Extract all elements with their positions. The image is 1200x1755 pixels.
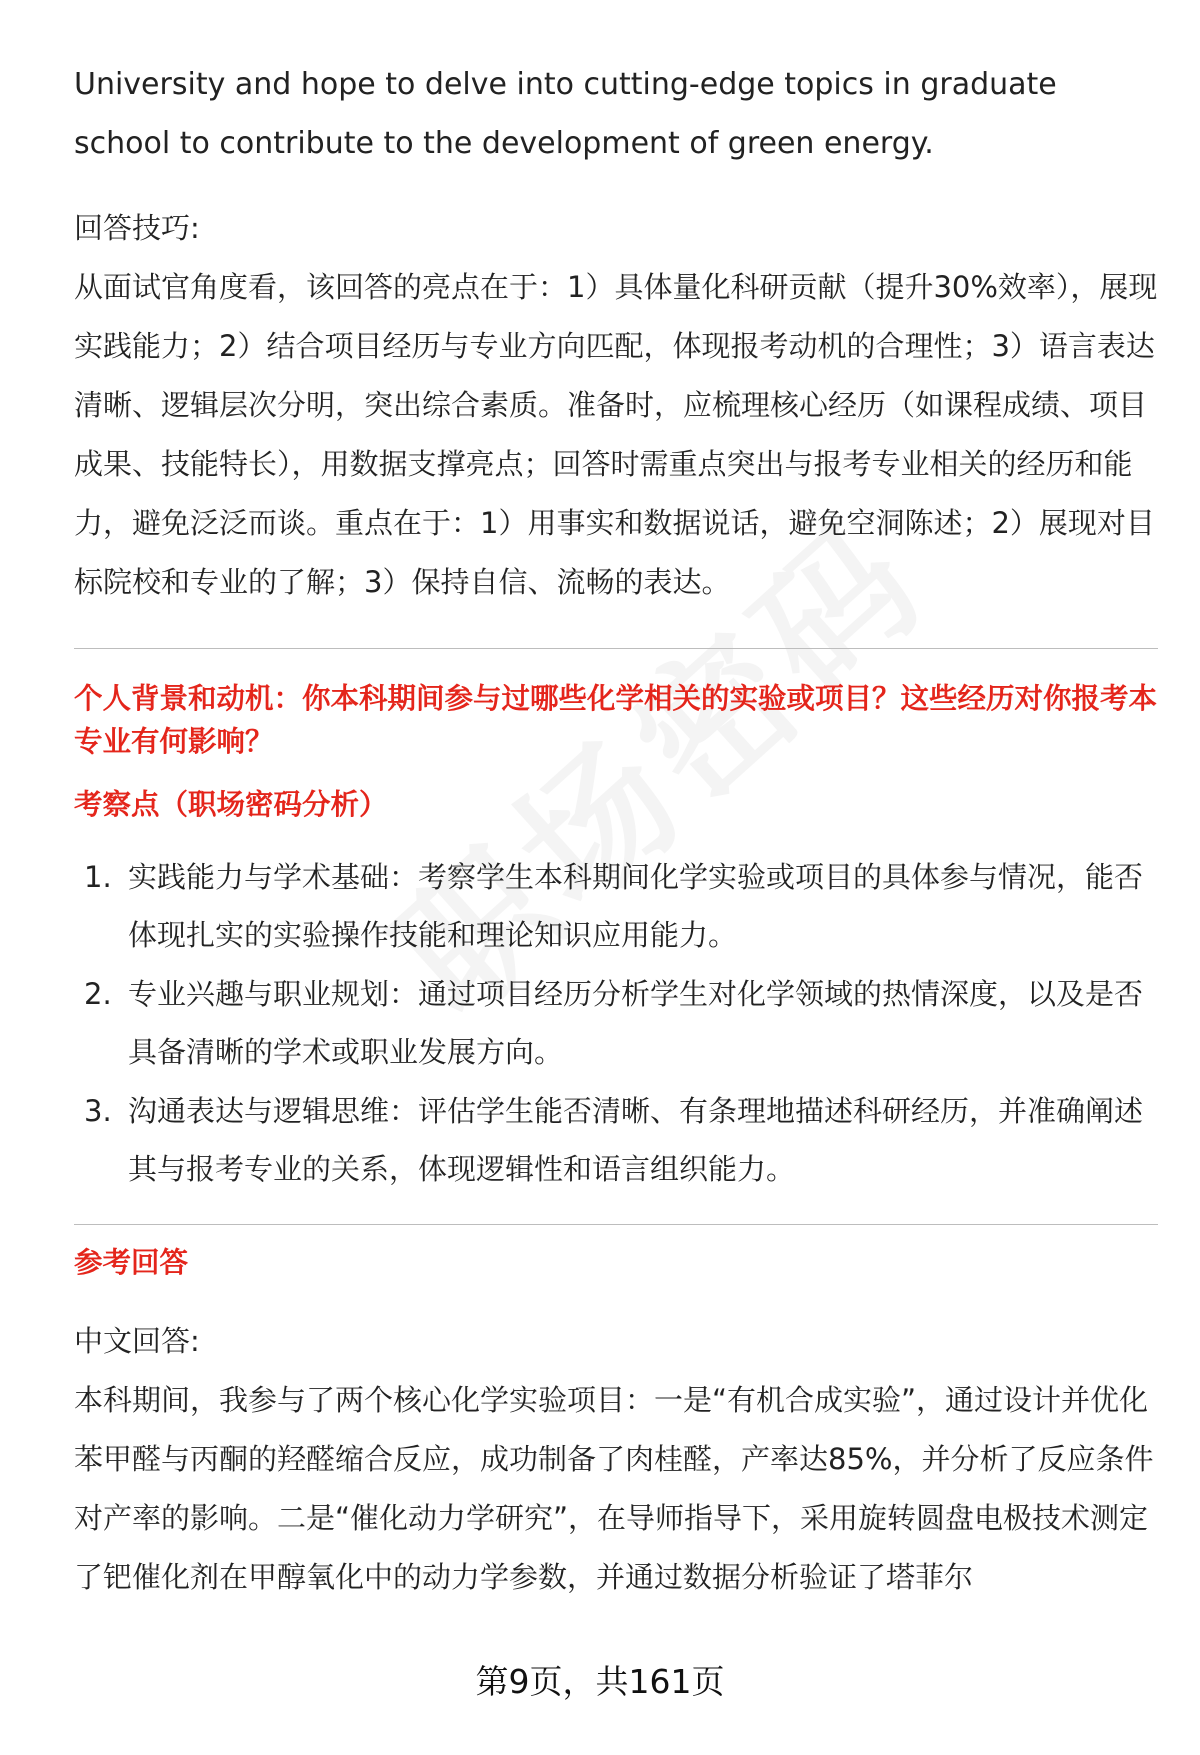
reference-heading: 参考回答 (74, 1246, 189, 1279)
question-title: 个人背景和动机：你本科期间参与过哪些化学相关的实验或项目？这些经历对你报考本专业有何影响？ (74, 682, 1158, 758)
list-item (74, 848, 1158, 964)
list-item (74, 1082, 1158, 1198)
page-number: 第9页，共161页 (475, 1662, 725, 1701)
section-divider (74, 648, 1158, 649)
exam-points-list (74, 848, 1158, 1198)
list-item-number: 2. (84, 977, 112, 1011)
exam-points-heading: 考察点（职场密码分析） (74, 788, 388, 821)
list-item-text: 专业兴趣与职业规划：通过项目经历分析学生对化学领域的热情深度，以及是否具备清晰的学术或职业发展方向。 (128, 977, 1144, 1069)
chinese-answer-text: 本科期间，我参与了两个核心化学实验项目：一是“有机合成实验”，通过设计并优化苯甲醛与丙酮的羟醛缩合反应，成功制备了肉桂醛，产率达85%，并分析了反应条件对产率的影响。二是“催化动力学研究”，在导师指导下，采用旋转圆盘电极技术测定了钯催化剂在甲醇氧化中的动力学参数，并通过数据分析验证了塔菲尔 (74, 1383, 1154, 1594)
english-answer-tail: University and hope to delve into cutting-edge topics in graduate school to contribute to the development of green energy. (74, 67, 1057, 161)
tips-label: 回答技巧: (74, 211, 200, 245)
page-content (74, 55, 1158, 1607)
list-item-text: 实践能力与学术基础：考察学生本科期间化学实验或项目的具体参与情况，能否体现扎实的实验操作技能和理论知识应用能力。 (128, 860, 1144, 952)
list-item-text: 沟通表达与逻辑思维：评估学生能否清晰、有条理地描述科研经历，并准确阐述其与报考专业的关系，体现逻辑性和语言组织能力。 (128, 1094, 1144, 1186)
list-item (74, 965, 1158, 1081)
list-item-number: 3. (84, 1094, 112, 1128)
tips-text: 从面试官角度看，该回答的亮点在于：1）具体量化科研贡献（提升30%效率），展现实践能力；2）结合项目经历与专业方向匹配，体现报考动机的合理性；3）语言表达清晰、逻辑层次分明，突出综合素质。准备时，应梳理核心经历（如课程成绩、项目成果、技能特长），用数据支撑亮点；回答时需重点突出与报考专业相关的经历和能力，避免泛泛而谈。重点在于：1）用事实和数据说话，避免空洞陈述；2）展现对目标院校和专业的了解；3）保持自信、流畅的表达。 (74, 270, 1158, 599)
chinese-answer-label: 中文回答: (74, 1324, 200, 1358)
list-item-number: 1. (84, 860, 112, 894)
section-divider (74, 1224, 1158, 1225)
